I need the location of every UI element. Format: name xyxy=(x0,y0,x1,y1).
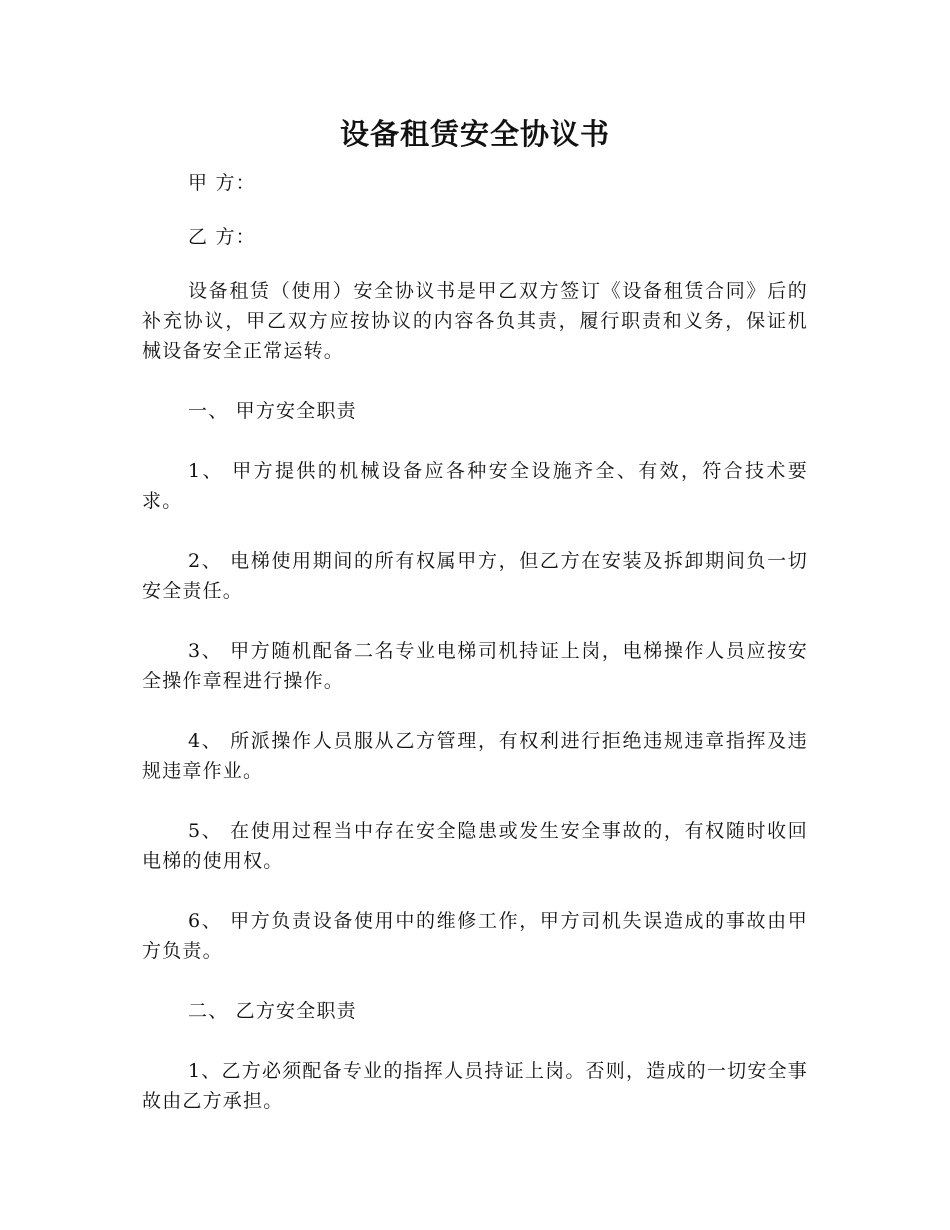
section-1-item-3: 3、 甲方随机配备二名专业电梯司机持证上岗，电梯操作人员应按安全操作章程进行操作。 xyxy=(142,640,808,692)
section-1-item-2: 2、 电梯使用期间的所有权属甲方，但乙方在安装及拆卸期间负一切安全责任。 xyxy=(142,550,808,602)
section-1-item-5: 5、 在使用过程当中存在安全隐患或发生安全事故的，有权随时收回电梯的使用权。 xyxy=(142,820,808,872)
document-title: 设备租赁安全协议书 xyxy=(339,117,610,151)
intro-paragraph: 设备租赁（使用）安全协议书是甲乙双方签订《设备租赁合同》后的补充协议，甲乙双方应按协议的内容各负其责，履行职责和义务，保证机械设备安全正常运转。 xyxy=(142,280,808,362)
section-2-item-1: 1、乙方必须配备专业的指挥人员持证上岗。否则，造成的一切安全事故由乙方承担。 xyxy=(142,1060,808,1112)
section-1-item-6: 6、 甲方负责设备使用中的维修工作，甲方司机失误造成的事故由甲方负责。 xyxy=(142,910,808,962)
section-2-heading: 二、 乙方安全职责 xyxy=(188,1000,357,1022)
section-1-item-1: 1、 甲方提供的机械设备应各种安全设施齐全、有效，符合技术要求。 xyxy=(142,460,808,512)
document-body xyxy=(142,168,808,1146)
party-a-line: 甲 方： xyxy=(188,172,256,194)
section-1-heading: 一、 甲方安全职责 xyxy=(188,400,357,422)
party-b-line: 乙 方： xyxy=(188,226,256,248)
section-1-item-4: 4、 所派操作人员服从乙方管理，有权利进行拒绝违规违章指挥及违规违章作业。 xyxy=(142,730,808,782)
